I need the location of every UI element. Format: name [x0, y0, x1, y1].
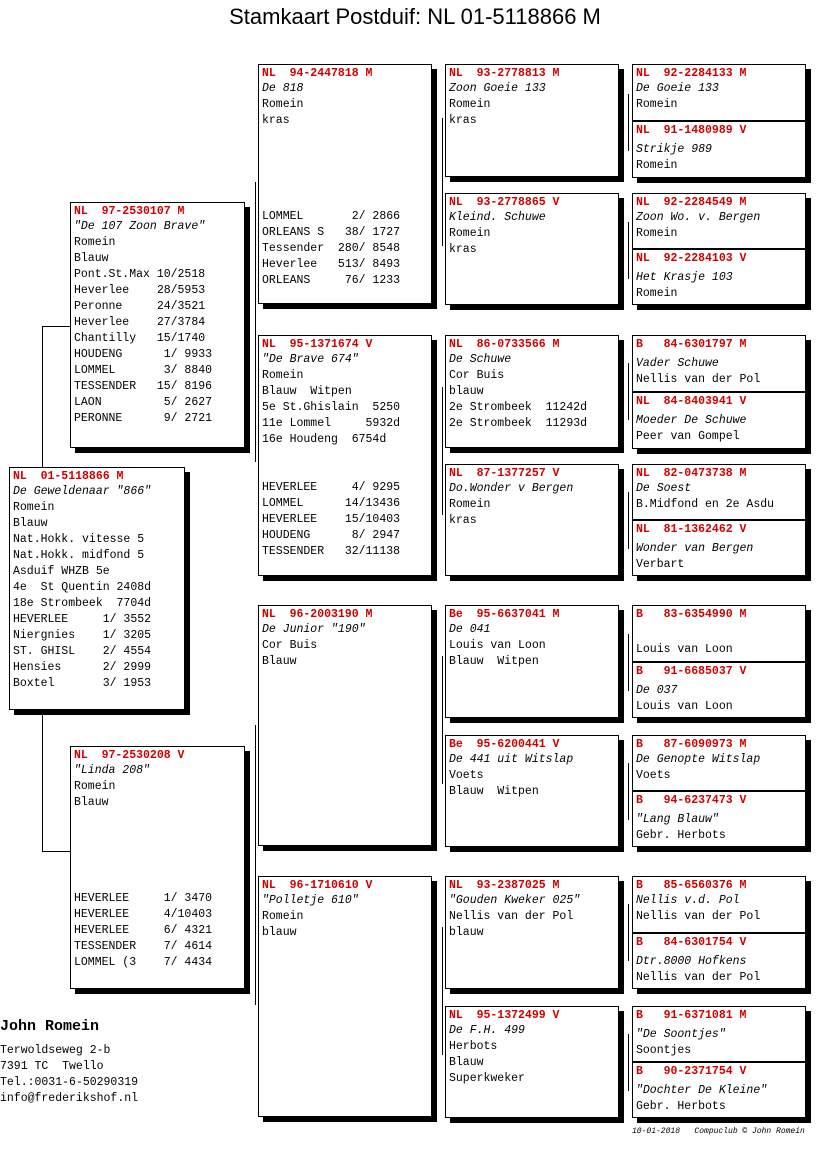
- result-line: HEVERLEE 4/ 9295: [262, 481, 401, 494]
- note-line: Superkweker: [449, 1072, 525, 1085]
- ring-number: NL 93-2778865 V: [449, 196, 560, 209]
- owner-line: Romein: [636, 287, 678, 300]
- owner-line: Romein: [449, 227, 491, 240]
- owner-line: Cor Buis: [449, 369, 505, 382]
- color-line: Blauw: [449, 1056, 484, 1069]
- result-line: TESSENDER 7/ 4614: [74, 940, 213, 953]
- pigeon-name: "Polletje 610": [262, 894, 359, 907]
- connector-line: [255, 725, 256, 1005]
- connector-line: [628, 763, 629, 820]
- pigeon-card-g8: [632, 520, 806, 576]
- pigeon-card-mother: [70, 746, 245, 989]
- result-line: HEVERLEE 4/10403: [74, 908, 213, 921]
- ring-number: NL 96-2003190 M: [262, 608, 373, 621]
- pigeon-card-fmm: [445, 464, 619, 576]
- pigeon-card-mm: [258, 876, 432, 1117]
- pigeon-card-ffm: [445, 193, 619, 305]
- pigeon-name: De F.H. 499: [449, 1024, 525, 1037]
- pigeon-name: De Junior "190": [262, 623, 366, 636]
- pigeon-name: De Schuwe: [449, 353, 512, 366]
- connector-line: [628, 222, 629, 279]
- owner-block: [0, 1017, 138, 1107]
- owner-address-line: Terwoldseweg 2-b: [0, 1044, 111, 1057]
- color-line: Blauw Witpen: [449, 655, 539, 668]
- pigeon-name: "De 107 Zoon Brave": [74, 220, 206, 233]
- color-line: blauw: [262, 926, 297, 939]
- owner-phone: Tel.:0031-6-50290319: [0, 1076, 139, 1089]
- result-line: Asduif WHZB 5e: [13, 565, 110, 578]
- pigeon-name: Zoon Goeie 133: [449, 82, 546, 95]
- connector-line: [628, 1034, 629, 1091]
- pigeon-name: De Geweldenaar "866": [13, 485, 152, 498]
- pigeon-name: De 441 uit Witslap: [449, 753, 574, 766]
- pigeon-card-subject: [9, 467, 185, 710]
- ring-number: Be 95-6200441 V: [449, 738, 560, 751]
- ring-number: Be 95-6637041 M: [449, 608, 560, 621]
- pigeon-card-g1: [632, 64, 806, 121]
- result-line: LOMMEL 14/13436: [262, 497, 401, 510]
- pigeon-name: Zoon Wo. v. Bergen: [636, 211, 761, 224]
- connector-line: [442, 387, 443, 515]
- ring-number: NL 95-1372499 V: [449, 1009, 560, 1022]
- result-line: Nat.Hokk. vitesse 5: [13, 533, 145, 546]
- pigeon-name: "Gouden Kweker 025": [449, 894, 581, 907]
- owner-line: Romein: [449, 98, 491, 111]
- result-line: LOMMEL 2/ 2866: [262, 210, 401, 223]
- pigeon-name: De Soest: [636, 482, 692, 495]
- result-line: LOMMEL (3 7/ 4434: [74, 956, 213, 969]
- result-line: HEVERLEE 6/ 4321: [74, 924, 213, 937]
- pigeon-card-g10: [632, 662, 806, 718]
- owner-line: Nellis van der Pol: [636, 910, 761, 923]
- owner-line: Gebr. Herbots: [636, 1100, 726, 1113]
- pigeon-card-mmm: [445, 1006, 619, 1118]
- result-line: Heverlee 513/ 8493: [262, 258, 401, 271]
- pigeon-card-g6: [632, 392, 806, 449]
- result-line: Peronne 24/3521: [74, 300, 206, 313]
- pigeon-name: Do.Wonder v Bergen: [449, 482, 574, 495]
- connector-line: [255, 182, 256, 462]
- result-line: HOUDENG 8/ 2947: [262, 529, 401, 542]
- ring-number: NL 97-2530208 V: [74, 749, 185, 762]
- pigeon-name: De Goeie 133: [636, 82, 719, 95]
- owner-line: Romein: [74, 236, 116, 249]
- result-line: Boxtel 3/ 1953: [13, 677, 152, 690]
- pigeon-card-g4: [632, 249, 806, 305]
- ring-number: B 91-6371081 M: [636, 1009, 747, 1022]
- owner-line: Romein: [449, 498, 491, 511]
- pigeon-card-mf: [258, 605, 432, 846]
- result-line: HEVERLEE 1/ 3470: [74, 892, 213, 905]
- result-line: HEVERLEE 1/ 3552: [13, 613, 152, 626]
- result-line: ORLEANS 76/ 1233: [262, 274, 401, 287]
- owner-line: Romein: [262, 910, 304, 923]
- result-line: PERONNE 9/ 2721: [74, 412, 213, 425]
- color-line: kras: [449, 243, 477, 256]
- pigeon-name: De 037: [636, 684, 678, 697]
- connector-line: [628, 363, 629, 420]
- color-line: kras: [449, 514, 477, 527]
- result-line: 2e Strombeek 11293d: [449, 417, 588, 430]
- owner-line: Voets: [449, 769, 484, 782]
- result-line: HOUDENG 1/ 9933: [74, 348, 213, 361]
- result-line: TESSENDER 32/11138: [262, 545, 401, 558]
- ring-number: NL 92-2284103 V: [636, 252, 747, 265]
- pigeon-name: "Dochter De Kleine": [636, 1084, 768, 1097]
- owner-line: Nellis van der Pol: [449, 910, 574, 923]
- ring-number: NL 87-1377257 V: [449, 467, 560, 480]
- connector-line: [42, 851, 70, 852]
- ring-number: NL 92-2284549 M: [636, 196, 747, 209]
- owner-line: Nellis van der Pol: [636, 373, 761, 386]
- pigeon-name: "De Soontjes": [636, 1028, 726, 1041]
- owner-line: Louis van Loon: [636, 643, 733, 656]
- owner-line: Nellis van der Pol: [636, 971, 761, 984]
- color-line: Blauw: [13, 517, 48, 530]
- result-line: LOMMEL 3/ 8840: [74, 364, 213, 377]
- connector-line: [628, 634, 629, 691]
- owner-line: Louis van Loon: [449, 639, 546, 652]
- connector-line: [442, 656, 443, 784]
- ring-number: NL 82-0473738 M: [636, 467, 747, 480]
- result-line: 16e Houdeng 6754d: [262, 433, 387, 446]
- connector-line: [442, 118, 443, 246]
- result-line: 5e St.Ghislain 5250: [262, 401, 401, 414]
- pigeon-card-g5: [632, 335, 806, 392]
- result-line: HEVERLEE 15/10403: [262, 513, 401, 526]
- owner-line: Louis van Loon: [636, 700, 733, 713]
- pigeon-card-g3: [632, 193, 806, 249]
- ring-number: B 83-6354990 M: [636, 608, 747, 621]
- result-line: Tessender 280/ 8548: [262, 242, 401, 255]
- pigeon-name: "De Brave 674": [262, 353, 359, 366]
- pigeon-name: Dtr.8000 Hofkens: [636, 955, 747, 968]
- result-line: Chantilly 15/1740: [74, 332, 206, 345]
- color-line: blauw: [449, 926, 484, 939]
- result-line: Hensies 2/ 2999: [13, 661, 152, 674]
- pigeon-card-mff: [445, 605, 619, 718]
- ring-number: NL 01-5118866 M: [13, 470, 124, 483]
- ring-number: NL 93-2387025 M: [449, 879, 560, 892]
- ring-number: NL 92-2284133 M: [636, 67, 747, 80]
- pigeon-card-mmf: [445, 876, 619, 989]
- ring-number: B 84-6301797 M: [636, 338, 747, 351]
- owner-email: info@frederikshof.nl: [0, 1092, 139, 1105]
- ring-number: NL 94-2447818 M: [262, 67, 373, 80]
- pigeon-card-g12: [632, 791, 806, 847]
- pigeon-card-g9: [632, 605, 806, 662]
- ring-number: NL 96-1710610 V: [262, 879, 373, 892]
- ring-number: B 90-2371754 V: [636, 1065, 747, 1078]
- connector-line: [628, 492, 629, 549]
- owner-line: Romein: [636, 159, 678, 172]
- pigeon-name: Moeder De Schuwe: [636, 414, 747, 427]
- pigeon-name: Nellis v.d. Pol: [636, 894, 740, 907]
- result-line: Niergnies 1/ 3205: [13, 629, 152, 642]
- color-line: kras: [449, 114, 477, 127]
- pigeon-name: "Linda 208": [74, 764, 150, 777]
- ring-number: B 87-6090973 M: [636, 738, 747, 751]
- color-line: kras: [262, 114, 290, 127]
- ring-number: NL 93-2778813 M: [449, 67, 560, 80]
- result-line: 4e St Quentin 2408d: [13, 581, 152, 594]
- owner-line: B.Midfond en 2e Asdu: [636, 498, 775, 511]
- color-line: Blauw: [262, 655, 297, 668]
- ring-number: B 94-6237473 V: [636, 794, 747, 807]
- pigeon-card-g7: [632, 464, 806, 520]
- ring-number: NL 86-0733566 M: [449, 338, 560, 351]
- owner-line: Romein: [262, 369, 304, 382]
- result-line: 2e Strombeek 11242d: [449, 401, 588, 414]
- result-line: Pont.St.Max 10/2518: [74, 268, 206, 281]
- result-line: Nat.Hokk. midfond 5: [13, 549, 145, 562]
- result-line: ST. GHISL 2/ 4554: [13, 645, 152, 658]
- pigeon-card-g2: [632, 121, 806, 178]
- color-line: Blauw Witpen: [262, 385, 352, 398]
- pigeon-name: Wonder van Bergen: [636, 542, 754, 555]
- color-line: Blauw: [74, 252, 109, 265]
- connector-line: [628, 94, 629, 151]
- owner-line: Romein: [636, 227, 678, 240]
- ring-number: NL 97-2530107 M: [74, 205, 185, 218]
- pigeon-card-ff: [258, 64, 432, 304]
- pigeon-card-g13: [632, 876, 806, 933]
- pigeon-name: De 041: [449, 623, 491, 636]
- pigeon-name: Strikje 989: [636, 143, 712, 156]
- owner-line: Herbots: [449, 1040, 498, 1053]
- pigeon-card-g15: [632, 1006, 806, 1062]
- ring-number: NL 91-1480989 V: [636, 124, 747, 137]
- result-line: 18e Strombeek 7704d: [13, 597, 152, 610]
- owner-line: Peer van Gompel: [636, 430, 740, 443]
- pigeon-card-g14: [632, 933, 806, 989]
- owner-line: Voets: [636, 769, 671, 782]
- ring-number: B 85-6560376 M: [636, 879, 747, 892]
- result-line: Heverlee 28/5953: [74, 284, 206, 297]
- owner-line: Verbart: [636, 558, 685, 571]
- owner-line: Cor Buis: [262, 639, 318, 652]
- connector-line: [42, 709, 43, 851]
- ring-number: B 91-6685037 V: [636, 665, 747, 678]
- owner-address-line: 7391 TC Twello: [0, 1060, 104, 1073]
- color-line: Blauw Witpen: [449, 785, 539, 798]
- connector-line: [42, 326, 43, 469]
- pigeon-name: De 818: [262, 82, 304, 95]
- result-line: LAON 5/ 2627: [74, 396, 213, 409]
- ring-number: NL 84-8403941 V: [636, 395, 747, 408]
- pigeon-card-fm: [258, 335, 432, 576]
- pigeon-card-father: [70, 202, 245, 448]
- connector-line: [42, 326, 70, 327]
- pigeon-card-mfm: [445, 735, 619, 847]
- result-line: ORLEANS S 38/ 1727: [262, 226, 401, 239]
- result-line: Heverlee 27/3784: [74, 316, 206, 329]
- owner-line: Romein: [74, 780, 116, 793]
- owner-line: Romein: [13, 501, 55, 514]
- owner-line: Romein: [636, 98, 678, 111]
- owner-name: John Romein: [0, 1018, 100, 1035]
- pigeon-card-g11: [632, 735, 806, 791]
- color-line: Blauw: [74, 796, 109, 809]
- footer-credit: 10-01-2018 Compuclub © John Romein: [632, 1127, 805, 1136]
- result-line: 11e Lommel 5932d: [262, 417, 401, 430]
- owner-line: Soontjes: [636, 1044, 692, 1057]
- pigeon-name: Kleind. Schuwe: [449, 211, 546, 224]
- color-line: blauw: [449, 385, 484, 398]
- pigeon-card-fff: [445, 64, 619, 177]
- pigeon-card-fmf: [445, 335, 619, 448]
- ring-number: B 84-6301754 V: [636, 936, 747, 949]
- connector-line: [628, 904, 629, 961]
- owner-line: Romein: [262, 98, 304, 111]
- pigeon-name: Het Krasje 103: [636, 271, 733, 284]
- ring-number: NL 95-1371674 V: [262, 338, 373, 351]
- pigeon-name: "Lang Blauw": [636, 813, 719, 826]
- pigeon-card-g16: [632, 1062, 806, 1118]
- pigeon-name: Vader Schuwe: [636, 357, 719, 370]
- pigeon-name: De Genopte Witslap: [636, 753, 761, 766]
- ring-number: NL 81-1362462 V: [636, 523, 747, 536]
- connector-line: [442, 927, 443, 1055]
- page-title: Stamkaart Postduif: NL 01-5118866 M: [229, 4, 601, 29]
- owner-line: Gebr. Herbots: [636, 829, 726, 842]
- result-line: TESSENDER 15/ 8196: [74, 380, 213, 393]
